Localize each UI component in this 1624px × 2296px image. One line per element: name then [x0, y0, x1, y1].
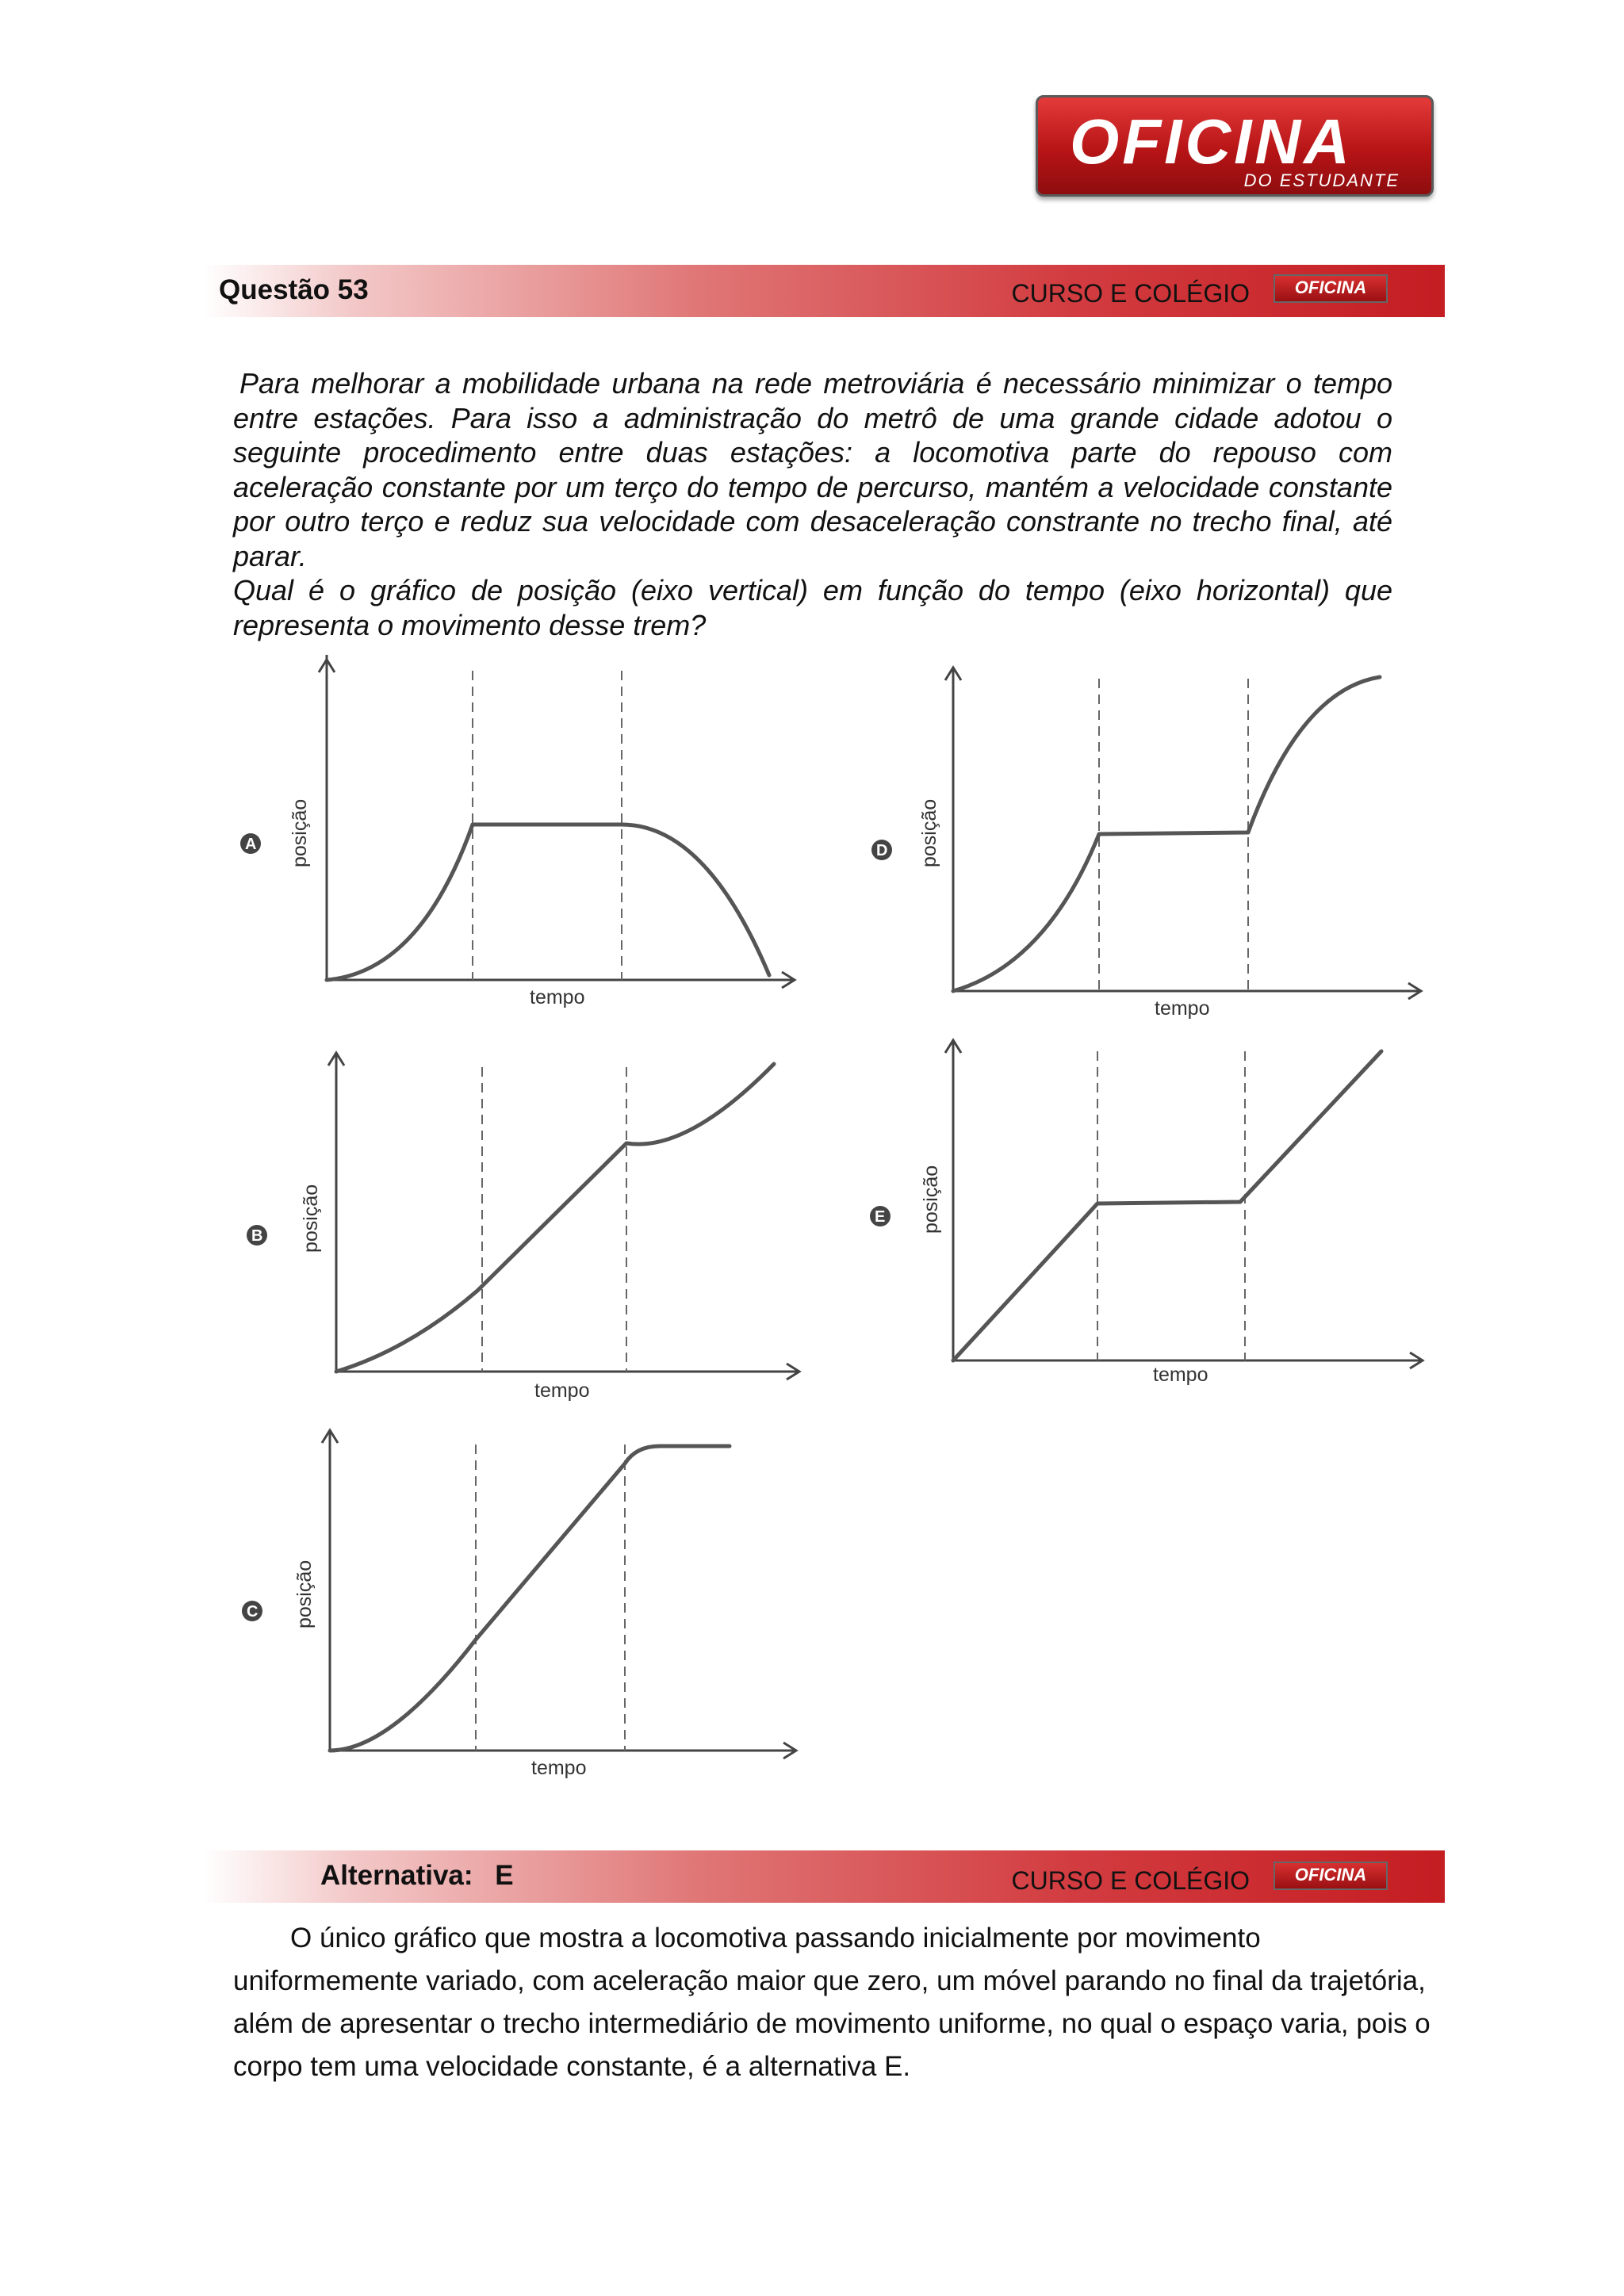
position-curve: [327, 825, 769, 980]
logo-subtitle: DO ESTUDANTE: [1243, 170, 1400, 190]
question-title: Questão 53: [219, 274, 369, 305]
position-curve: [953, 677, 1380, 991]
option-letter: C: [247, 1603, 259, 1621]
position-curve: [336, 1064, 774, 1372]
y-axis-label: posição: [289, 798, 311, 867]
answer-text: [233, 1917, 1438, 2088]
logo-brand: OFICINA: [1070, 106, 1353, 177]
y-axis-label: posição: [300, 1184, 322, 1253]
answer-label-text: Alternativa:: [320, 1860, 473, 1891]
y-axis-label: posição: [918, 798, 940, 867]
option-letter: E: [875, 1208, 886, 1226]
course-label: CURSO E COLÉGIO: [1011, 1866, 1250, 1895]
question-text: [233, 366, 1392, 642]
answer-label: [320, 1860, 514, 1892]
position-curve: [330, 1446, 730, 1751]
question-paragraph-1: Para melhorar a mobilidade urbana na rede metroviária é necessário minimizar o tempo entre estações. Para isso a administração do metrô de uma grande cidade adotou o seguinte procedimento entre duas estações: a locomotiva parte do repouso com aceleração constante por um terço do tempo de percurso, mantém a velocidade constante por outro terço e reduz sua velocidade com desaceleração constrante no trecho final, até parar.: [233, 367, 1392, 572]
option-letter: B: [251, 1227, 263, 1245]
graph-d: [856, 663, 1443, 1031]
position-curve: [953, 1051, 1381, 1360]
question-paragraph-2: Qual é o gráfico de posição (eixo vertical) em função do tempo (eixo horizontal) que representa o movimento desse trem?: [233, 574, 1392, 641]
question-banner: [203, 265, 1445, 317]
answer-banner: [203, 1850, 1445, 1903]
answer-paragraph: O único gráfico que mostra a locomotiva passando inicialmente por movimento uniformemente variado, com aceleração maior que zero, um móvel parando no final da trajetória, além de apresentar o trecho intermediário de movimento uniforme, no qual o espaço varia, pois o corpo tem uma velocidade constante, é a alternativa E.: [233, 1923, 1431, 2082]
option-letter: A: [245, 836, 257, 853]
oficina-logo: [1036, 95, 1434, 197]
mini-logo: OFICINA: [1274, 274, 1388, 303]
option-letter: D: [876, 842, 888, 859]
x-axis-label: tempo: [530, 986, 585, 1008]
answer-value: E: [495, 1860, 514, 1891]
mini-logo: OFICINA: [1274, 1862, 1388, 1890]
x-axis-label: tempo: [531, 1757, 587, 1779]
graph-a: [230, 655, 817, 1024]
x-axis-label: tempo: [1153, 1364, 1208, 1386]
y-axis-label: posição: [293, 1559, 316, 1628]
graph-c: [232, 1425, 818, 1794]
course-label: CURSO E COLÉGIO: [1011, 279, 1250, 308]
graph-e: [858, 1035, 1445, 1404]
x-axis-label: tempo: [1155, 997, 1210, 1020]
y-axis-label: posição: [920, 1165, 942, 1234]
x-axis-label: tempo: [534, 1380, 590, 1402]
graph-b: [235, 1048, 822, 1417]
